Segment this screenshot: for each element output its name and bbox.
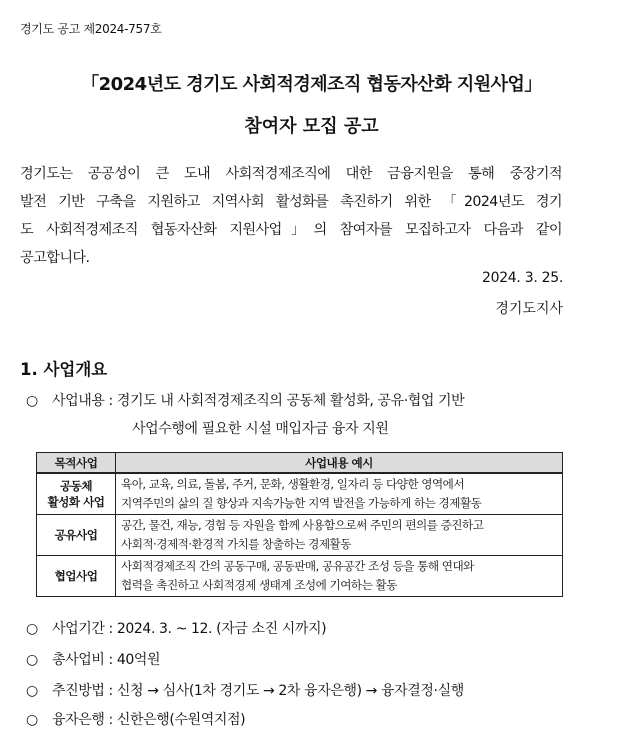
intro-paragraph: [20, 160, 562, 272]
list-item: [26, 680, 464, 700]
intro-line: 발전 기반 구축을 지원하고 지역사회 활성화를 촉진하기 위한 「2024년도 경기: [20, 194, 562, 210]
notice-date: 2024. 3. 25.: [481, 270, 563, 286]
intro-line: 공고합니다.: [20, 250, 90, 266]
table-row: [37, 473, 563, 515]
content-item-label: 사업내용 : 경기도 내 사회적경제조직의 공동체 활성화, 공유·협업 기반: [52, 393, 465, 409]
bullet-icon: ○: [26, 393, 38, 409]
bullet-icon: ○: [26, 621, 38, 637]
table-header: 목적사업: [37, 453, 116, 474]
intro-line: 도 사회적경제조직 협동자산화 지원사업」의 참여자를 모집하고자 다음과 같이: [20, 222, 562, 238]
table-description: 육아, 교육, 의료, 돌봄, 주거, 문화, 생활환경, 일자리 등 다양한 영역에서 지역주민의 삶의 질 향상과 지속가능한 지역 발전을 가능하게 하는 경제활동: [116, 473, 563, 515]
table-header: 사업내용 예시: [116, 453, 563, 474]
bullet-icon: ○: [26, 712, 38, 728]
business-table: [36, 452, 563, 597]
list-item-text: 사업기간 : 2024. 3. ~ 12. (자금 소진 시까지): [52, 621, 327, 637]
table-category: 협업사업: [37, 556, 116, 597]
table-category: 공유사업: [37, 515, 116, 556]
page-title: 「2024년도 경기도 사회적경제조직 협동자산화 지원사업」: [81, 74, 542, 95]
content-item-continuation: 사업수행에 필요한 시설 매입자금 융자 지원: [132, 421, 389, 437]
section-heading: 1. 사업개요: [20, 360, 108, 379]
list-item-text: 융자은행 : 신한은행(수원역지점): [52, 712, 246, 728]
list-item: [26, 618, 326, 638]
table-description: 공간, 물건, 재능, 경험 등 자원을 함께 사용함으로써 주민의 편의를 증진하고 사회적·경제적·환경적 가치를 창출하는 경제활동: [116, 515, 563, 556]
page-subtitle: 참여자 모집 공고: [244, 116, 379, 137]
table-description: 사회적경제조직 간의 공동구매, 공동판매, 공유공간 조성 등을 통해 연대와 협력을 촉진하고 사회적경제 생태계 조성에 기여하는 활동: [116, 556, 563, 597]
content-item: [26, 390, 464, 410]
notice-number: 경기도 공고 제2024-757호: [20, 22, 162, 36]
intro-line: 경기도는 공공성이 큰 도내 사회적경제조직에 대한 금융지원을 통해 중장기적: [20, 166, 562, 182]
bullet-icon: ○: [26, 683, 38, 699]
list-item: [26, 649, 160, 669]
table-category: 공동체 활성화 사업: [37, 473, 116, 515]
table-row: [37, 515, 563, 556]
list-item-text: 추진방법 : 신청 → 심사(1차 경기도 → 2차 융자은행) → 융자결정·실행: [52, 683, 464, 699]
bullet-icon: ○: [26, 652, 38, 668]
list-item: [26, 709, 245, 729]
list-item-text: 총사업비 : 40억원: [52, 652, 161, 668]
table-row: [37, 556, 563, 597]
issuer: 경기도지사: [495, 301, 563, 317]
